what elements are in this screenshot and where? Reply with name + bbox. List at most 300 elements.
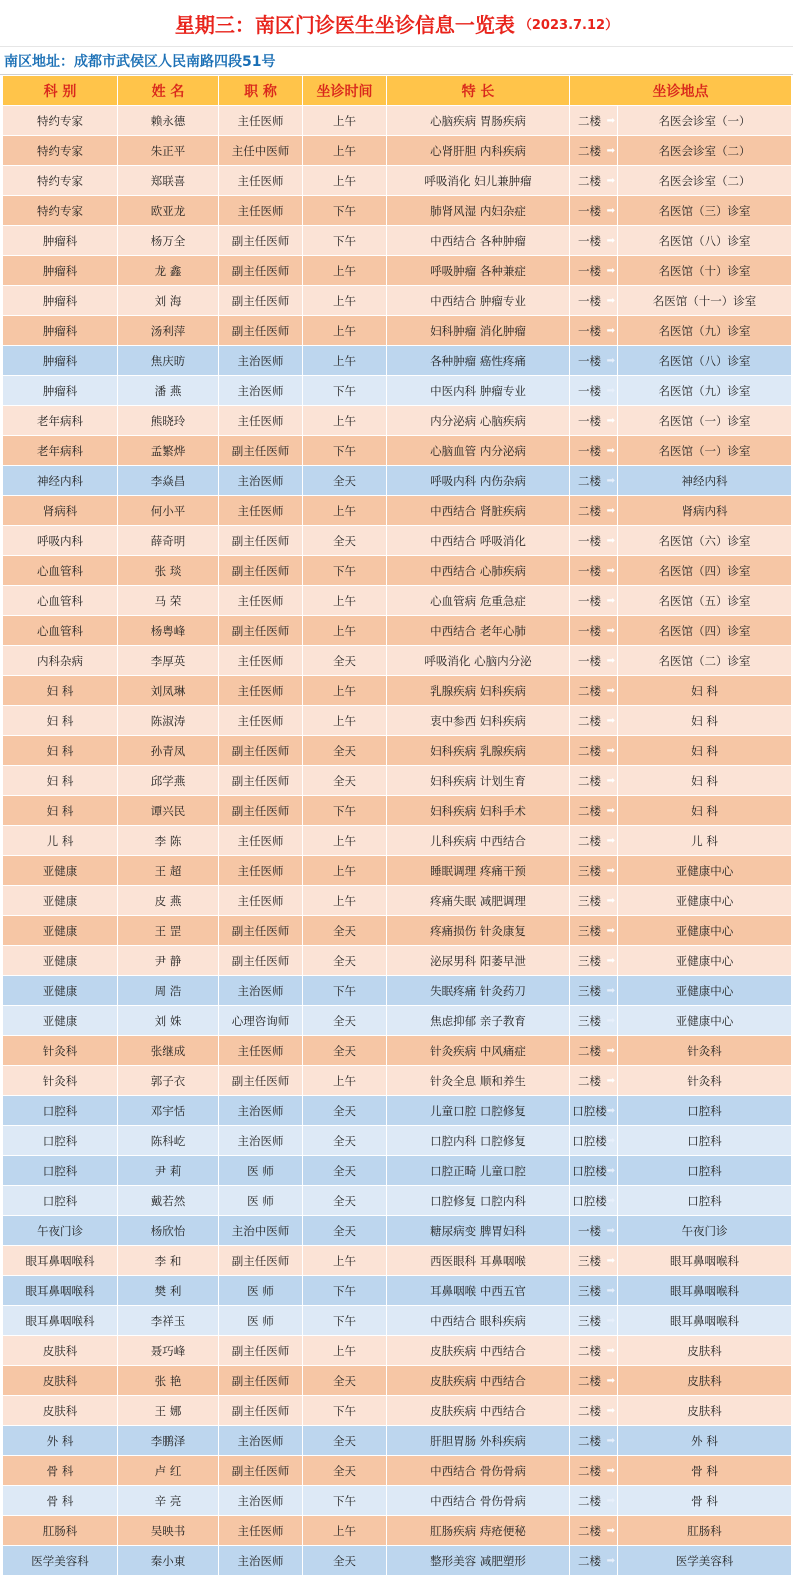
floor-label: 二楼 bbox=[578, 713, 601, 728]
floor-cell bbox=[570, 1066, 618, 1096]
clinic-time-cell: 全天 bbox=[303, 1216, 387, 1246]
doctor-name-cell: 朱正平 bbox=[118, 136, 219, 166]
specialty-cell: 心脑疾病 胃肠疾病 bbox=[387, 106, 570, 136]
department-cell: 皮肤科 bbox=[3, 1366, 118, 1396]
floor-cell bbox=[570, 1486, 618, 1516]
specialty-cell: 心脑血管 内分泌病 bbox=[387, 436, 570, 466]
department-cell: 亚健康 bbox=[3, 946, 118, 976]
arrow-right-icon: ➡ bbox=[606, 565, 615, 576]
doctor-name-cell: 李厚英 bbox=[118, 646, 219, 676]
specialty-cell: 儿童口腔 口腔修复 bbox=[387, 1096, 570, 1126]
arrow-right-icon: ➡ bbox=[606, 1075, 615, 1086]
clinic-time-cell: 上午 bbox=[303, 856, 387, 886]
clinic-time-cell: 上午 bbox=[303, 406, 387, 436]
doctor-name-cell: 李 陈 bbox=[118, 826, 219, 856]
arrow-right-icon: ➡ bbox=[606, 385, 615, 396]
job-title-cell: 主治医师 bbox=[219, 1486, 303, 1516]
floor-label: 二楼 bbox=[578, 1043, 601, 1058]
floor-cell bbox=[570, 676, 618, 706]
arrow-right-icon: ➡ bbox=[606, 1135, 615, 1146]
room-cell: 名医馆（八）诊室 bbox=[618, 226, 792, 256]
floor-cell bbox=[570, 826, 618, 856]
room-cell: 亚健康中心 bbox=[618, 946, 792, 976]
job-title-cell: 副主任医师 bbox=[219, 766, 303, 796]
specialty-cell: 呼吸消化 妇儿兼肿瘤 bbox=[387, 166, 570, 196]
doctor-name-cell: 周 浩 bbox=[118, 976, 219, 1006]
room-cell: 外 科 bbox=[618, 1426, 792, 1456]
department-cell: 骨 科 bbox=[3, 1456, 118, 1486]
job-title-cell: 主任医师 bbox=[219, 826, 303, 856]
table-row bbox=[3, 796, 792, 826]
room-cell: 口腔科 bbox=[618, 1186, 792, 1216]
header-time: 坐诊时间 bbox=[303, 76, 387, 106]
floor-cell bbox=[570, 1156, 618, 1186]
header-specialty: 特 长 bbox=[387, 76, 570, 106]
floor-label: 三楼 bbox=[578, 1013, 601, 1028]
header-department: 科 别 bbox=[3, 76, 118, 106]
job-title-cell: 主治医师 bbox=[219, 1096, 303, 1126]
arrow-right-icon: ➡ bbox=[606, 865, 615, 876]
specialty-cell: 儿科疾病 中西结合 bbox=[387, 826, 570, 856]
specialty-cell: 妇科疾病 妇科手术 bbox=[387, 796, 570, 826]
doctor-name-cell: 李焱昌 bbox=[118, 466, 219, 496]
specialty-cell: 疼痛失眠 减肥调理 bbox=[387, 886, 570, 916]
room-cell: 亚健康中心 bbox=[618, 886, 792, 916]
arrow-right-icon: ➡ bbox=[606, 115, 615, 126]
doctor-name-cell: 孟繁烨 bbox=[118, 436, 219, 466]
doctor-name-cell: 尹 静 bbox=[118, 946, 219, 976]
floor-label: 二楼 bbox=[578, 1553, 601, 1568]
table-row bbox=[3, 316, 792, 346]
clinic-time-cell: 上午 bbox=[303, 286, 387, 316]
arrow-right-icon: ➡ bbox=[606, 1435, 615, 1446]
clinic-time-cell: 上午 bbox=[303, 586, 387, 616]
floor-cell bbox=[570, 1006, 618, 1036]
floor-cell bbox=[570, 1456, 618, 1486]
doctor-name-cell: 聂巧峰 bbox=[118, 1336, 219, 1366]
arrow-right-icon: ➡ bbox=[606, 475, 615, 486]
job-title-cell: 主任中医师 bbox=[219, 136, 303, 166]
doctor-name-cell: 陈淑涛 bbox=[118, 706, 219, 736]
floor-cell bbox=[570, 646, 618, 676]
department-cell: 亚健康 bbox=[3, 916, 118, 946]
specialty-cell: 妇科肿瘤 消化肿瘤 bbox=[387, 316, 570, 346]
floor-cell bbox=[570, 1216, 618, 1246]
specialty-cell: 焦虑抑郁 亲子教育 bbox=[387, 1006, 570, 1036]
arrow-right-icon: ➡ bbox=[606, 835, 615, 846]
arrow-right-icon: ➡ bbox=[606, 985, 615, 996]
table-row bbox=[3, 586, 792, 616]
job-title-cell: 主治医师 bbox=[219, 1126, 303, 1156]
room-cell: 口腔科 bbox=[618, 1156, 792, 1186]
job-title-cell: 主任医师 bbox=[219, 496, 303, 526]
room-cell: 针灸科 bbox=[618, 1036, 792, 1066]
room-cell: 名医馆（十一）诊室 bbox=[618, 286, 792, 316]
doctor-name-cell: 李祥玉 bbox=[118, 1306, 219, 1336]
doctor-name-cell: 杨欣怡 bbox=[118, 1216, 219, 1246]
floor-cell bbox=[570, 1276, 618, 1306]
floor-cell bbox=[570, 1336, 618, 1366]
clinic-time-cell: 上午 bbox=[303, 496, 387, 526]
clinic-time-cell: 上午 bbox=[303, 886, 387, 916]
arrow-right-icon: ➡ bbox=[606, 715, 615, 726]
room-cell: 肾病内科 bbox=[618, 496, 792, 526]
doctor-name-cell: 郭子衣 bbox=[118, 1066, 219, 1096]
table-row bbox=[3, 256, 792, 286]
job-title-cell: 医 师 bbox=[219, 1156, 303, 1186]
address-text: 南区地址：成都市武侯区人民南路四段51号 bbox=[4, 54, 276, 70]
room-cell: 名医馆（九）诊室 bbox=[618, 376, 792, 406]
job-title-cell: 医 师 bbox=[219, 1276, 303, 1306]
floor-label: 二楼 bbox=[578, 1073, 601, 1088]
department-cell: 亚健康 bbox=[3, 976, 118, 1006]
room-cell: 名医馆（一）诊室 bbox=[618, 436, 792, 466]
specialty-cell: 中西结合 心肺疾病 bbox=[387, 556, 570, 586]
clinic-time-cell: 全天 bbox=[303, 1186, 387, 1216]
clinic-time-cell: 全天 bbox=[303, 526, 387, 556]
floor-label: 二楼 bbox=[578, 1433, 601, 1448]
arrow-right-icon: ➡ bbox=[606, 355, 615, 366]
room-cell: 口腔科 bbox=[618, 1126, 792, 1156]
floor-cell bbox=[570, 436, 618, 466]
doctor-name-cell: 李 和 bbox=[118, 1246, 219, 1276]
clinic-time-cell: 全天 bbox=[303, 1006, 387, 1036]
arrow-right-icon: ➡ bbox=[606, 1285, 615, 1296]
department-cell: 心血管科 bbox=[3, 586, 118, 616]
clinic-time-cell: 全天 bbox=[303, 1156, 387, 1186]
floor-cell bbox=[570, 886, 618, 916]
department-cell: 肿瘤科 bbox=[3, 316, 118, 346]
floor-label: 口腔楼 bbox=[572, 1133, 607, 1148]
department-cell: 内科杂病 bbox=[3, 646, 118, 676]
floor-label: 一楼 bbox=[578, 1223, 601, 1238]
table-row bbox=[3, 1006, 792, 1036]
floor-cell bbox=[570, 1126, 618, 1156]
department-cell: 妇 科 bbox=[3, 706, 118, 736]
job-title-cell: 副主任医师 bbox=[219, 286, 303, 316]
department-cell: 特约专家 bbox=[3, 166, 118, 196]
table-row bbox=[3, 826, 792, 856]
clinic-time-cell: 下午 bbox=[303, 226, 387, 256]
table-row bbox=[3, 406, 792, 436]
table-row bbox=[3, 466, 792, 496]
floor-cell bbox=[570, 1186, 618, 1216]
clinic-time-cell: 上午 bbox=[303, 676, 387, 706]
floor-label: 一楼 bbox=[578, 413, 601, 428]
table-row bbox=[3, 1336, 792, 1366]
clinic-time-cell: 下午 bbox=[303, 796, 387, 826]
job-title-cell: 副主任医师 bbox=[219, 736, 303, 766]
job-title-cell: 副主任医师 bbox=[219, 1336, 303, 1366]
clinic-time-cell: 全天 bbox=[303, 646, 387, 676]
floor-cell bbox=[570, 106, 618, 136]
doctor-name-cell: 王 娜 bbox=[118, 1396, 219, 1426]
floor-cell bbox=[570, 166, 618, 196]
specialty-cell: 整形美容 减肥塑形 bbox=[387, 1546, 570, 1576]
table-row bbox=[3, 436, 792, 466]
doctor-name-cell: 王 罡 bbox=[118, 916, 219, 946]
table-row bbox=[3, 706, 792, 736]
room-cell: 亚健康中心 bbox=[618, 1006, 792, 1036]
job-title-cell: 主任医师 bbox=[219, 406, 303, 436]
arrow-right-icon: ➡ bbox=[606, 445, 615, 456]
clinic-time-cell: 全天 bbox=[303, 1426, 387, 1456]
room-cell: 妇 科 bbox=[618, 676, 792, 706]
room-cell: 骨 科 bbox=[618, 1456, 792, 1486]
header-name: 姓 名 bbox=[118, 76, 219, 106]
table-row bbox=[3, 166, 792, 196]
arrow-right-icon: ➡ bbox=[606, 1345, 615, 1356]
table-row bbox=[3, 526, 792, 556]
department-cell: 神经内科 bbox=[3, 466, 118, 496]
table-row bbox=[3, 766, 792, 796]
floor-cell bbox=[570, 526, 618, 556]
specialty-cell: 中西结合 肿瘤专业 bbox=[387, 286, 570, 316]
table-row bbox=[3, 376, 792, 406]
specialty-cell: 呼吸肿瘤 各种兼症 bbox=[387, 256, 570, 286]
clinic-time-cell: 下午 bbox=[303, 436, 387, 466]
floor-label: 口腔楼 bbox=[572, 1103, 607, 1118]
specialty-cell: 皮肤疾病 中西结合 bbox=[387, 1366, 570, 1396]
department-cell: 口腔科 bbox=[3, 1096, 118, 1126]
specialty-cell: 呼吸内科 内伤杂病 bbox=[387, 466, 570, 496]
arrow-right-icon: ➡ bbox=[606, 325, 615, 336]
floor-cell bbox=[570, 1516, 618, 1546]
job-title-cell: 副主任医师 bbox=[219, 1366, 303, 1396]
doctor-name-cell: 赖永德 bbox=[118, 106, 219, 136]
floor-cell bbox=[570, 376, 618, 406]
floor-cell bbox=[570, 196, 618, 226]
clinic-time-cell: 下午 bbox=[303, 1486, 387, 1516]
header-row bbox=[3, 76, 792, 106]
arrow-right-icon: ➡ bbox=[606, 235, 615, 246]
floor-label: 一楼 bbox=[578, 383, 601, 398]
department-cell: 心血管科 bbox=[3, 616, 118, 646]
table-row bbox=[3, 1216, 792, 1246]
department-cell: 口腔科 bbox=[3, 1126, 118, 1156]
floor-cell bbox=[570, 226, 618, 256]
job-title-cell: 主任医师 bbox=[219, 886, 303, 916]
clinic-time-cell: 上午 bbox=[303, 616, 387, 646]
floor-label: 一楼 bbox=[578, 623, 601, 638]
room-cell: 名医馆（二）诊室 bbox=[618, 646, 792, 676]
table-row bbox=[3, 226, 792, 256]
specialty-cell: 睡眠调理 疼痛干预 bbox=[387, 856, 570, 886]
table-row bbox=[3, 736, 792, 766]
header-title: 职 称 bbox=[219, 76, 303, 106]
room-cell: 妇 科 bbox=[618, 706, 792, 736]
department-cell: 妇 科 bbox=[3, 736, 118, 766]
arrow-right-icon: ➡ bbox=[606, 1465, 615, 1476]
department-cell: 骨 科 bbox=[3, 1486, 118, 1516]
specialty-cell: 妇科疾病 乳腺疾病 bbox=[387, 736, 570, 766]
clinic-time-cell: 全天 bbox=[303, 1456, 387, 1486]
table-row bbox=[3, 1246, 792, 1276]
table-row bbox=[3, 676, 792, 706]
floor-cell bbox=[570, 946, 618, 976]
floor-cell bbox=[570, 466, 618, 496]
clinic-time-cell: 下午 bbox=[303, 1306, 387, 1336]
specialty-cell: 针灸疾病 中风痛症 bbox=[387, 1036, 570, 1066]
clinic-time-cell: 上午 bbox=[303, 106, 387, 136]
department-cell: 口腔科 bbox=[3, 1186, 118, 1216]
department-cell: 心血管科 bbox=[3, 556, 118, 586]
clinic-time-cell: 下午 bbox=[303, 1396, 387, 1426]
department-cell: 肿瘤科 bbox=[3, 226, 118, 256]
department-cell: 肿瘤科 bbox=[3, 346, 118, 376]
doctor-schedule-table bbox=[2, 75, 792, 1576]
room-cell: 名医馆（三）诊室 bbox=[618, 196, 792, 226]
job-title-cell: 副主任医师 bbox=[219, 946, 303, 976]
job-title-cell: 主治医师 bbox=[219, 466, 303, 496]
doctor-name-cell: 李鹏泽 bbox=[118, 1426, 219, 1456]
clinic-time-cell: 下午 bbox=[303, 1276, 387, 1306]
room-cell: 名医馆（十）诊室 bbox=[618, 256, 792, 286]
specialty-cell: 肝胆胃肠 外科疾病 bbox=[387, 1426, 570, 1456]
table-row bbox=[3, 1036, 792, 1066]
floor-cell bbox=[570, 1036, 618, 1066]
floor-label: 二楼 bbox=[578, 473, 601, 488]
arrow-right-icon: ➡ bbox=[606, 145, 615, 156]
floor-label: 口腔楼 bbox=[572, 1193, 607, 1208]
table-row bbox=[3, 556, 792, 586]
room-cell: 妇 科 bbox=[618, 736, 792, 766]
specialty-cell: 疼痛损伤 针灸康复 bbox=[387, 916, 570, 946]
floor-cell bbox=[570, 1546, 618, 1576]
department-cell: 老年病科 bbox=[3, 436, 118, 466]
table-row bbox=[3, 106, 792, 136]
specialty-cell: 中西结合 眼科疾病 bbox=[387, 1306, 570, 1336]
job-title-cell: 副主任医师 bbox=[219, 916, 303, 946]
room-cell: 妇 科 bbox=[618, 766, 792, 796]
floor-label: 二楼 bbox=[578, 113, 601, 128]
table-row bbox=[3, 1546, 792, 1576]
arrow-right-icon: ➡ bbox=[606, 535, 615, 546]
floor-label: 二楼 bbox=[578, 1523, 601, 1538]
specialty-cell: 各种肿瘤 癌性疼痛 bbox=[387, 346, 570, 376]
department-cell: 肾病科 bbox=[3, 496, 118, 526]
job-title-cell: 副主任医师 bbox=[219, 1066, 303, 1096]
specialty-cell: 口腔内科 口腔修复 bbox=[387, 1126, 570, 1156]
clinic-time-cell: 全天 bbox=[303, 1096, 387, 1126]
floor-cell bbox=[570, 976, 618, 1006]
job-title-cell: 主任医师 bbox=[219, 196, 303, 226]
specialty-cell: 中医内科 肿瘤专业 bbox=[387, 376, 570, 406]
floor-cell bbox=[570, 796, 618, 826]
room-cell: 名医会诊室（一） bbox=[618, 106, 792, 136]
table-row bbox=[3, 286, 792, 316]
clinic-time-cell: 全天 bbox=[303, 946, 387, 976]
specialty-cell: 心血管病 危重急症 bbox=[387, 586, 570, 616]
department-cell: 呼吸内科 bbox=[3, 526, 118, 556]
clinic-time-cell: 上午 bbox=[303, 136, 387, 166]
department-cell: 肿瘤科 bbox=[3, 256, 118, 286]
department-cell: 医学美容科 bbox=[3, 1546, 118, 1576]
doctor-name-cell: 何小平 bbox=[118, 496, 219, 526]
arrow-right-icon: ➡ bbox=[606, 295, 615, 306]
specialty-cell: 衷中参西 妇科疾病 bbox=[387, 706, 570, 736]
table-row bbox=[3, 346, 792, 376]
doctor-name-cell: 戴若然 bbox=[118, 1186, 219, 1216]
doctor-name-cell: 刘 姝 bbox=[118, 1006, 219, 1036]
arrow-right-icon: ➡ bbox=[606, 925, 615, 936]
table-row bbox=[3, 1186, 792, 1216]
floor-cell bbox=[570, 1246, 618, 1276]
schedule-body bbox=[3, 106, 792, 1576]
arrow-right-icon: ➡ bbox=[606, 1405, 615, 1416]
job-title-cell: 副主任医师 bbox=[219, 1246, 303, 1276]
floor-cell bbox=[570, 346, 618, 376]
table-row bbox=[3, 976, 792, 1006]
clinic-time-cell: 全天 bbox=[303, 466, 387, 496]
room-cell: 名医馆（九）诊室 bbox=[618, 316, 792, 346]
doctor-name-cell: 孙青凤 bbox=[118, 736, 219, 766]
doctor-name-cell: 张 琰 bbox=[118, 556, 219, 586]
job-title-cell: 主任医师 bbox=[219, 706, 303, 736]
arrow-right-icon: ➡ bbox=[606, 655, 615, 666]
specialty-cell: 中西结合 各种肿瘤 bbox=[387, 226, 570, 256]
doctor-name-cell: 薛奇明 bbox=[118, 526, 219, 556]
department-cell: 肿瘤科 bbox=[3, 376, 118, 406]
table-row bbox=[3, 1426, 792, 1456]
table-row bbox=[3, 1396, 792, 1426]
doctor-name-cell: 尹 莉 bbox=[118, 1156, 219, 1186]
room-cell: 名医馆（四）诊室 bbox=[618, 616, 792, 646]
floor-label: 一楼 bbox=[578, 593, 601, 608]
clinic-time-cell: 全天 bbox=[303, 916, 387, 946]
title-date: （2023.7.12） bbox=[518, 17, 619, 33]
job-title-cell: 主任医师 bbox=[219, 676, 303, 706]
department-cell: 肛肠科 bbox=[3, 1516, 118, 1546]
floor-cell bbox=[570, 556, 618, 586]
specialty-cell: 呼吸消化 心脑内分泌 bbox=[387, 646, 570, 676]
floor-cell bbox=[570, 256, 618, 286]
floor-cell bbox=[570, 616, 618, 646]
floor-cell bbox=[570, 496, 618, 526]
doctor-name-cell: 潘 燕 bbox=[118, 376, 219, 406]
clinic-time-cell: 全天 bbox=[303, 1546, 387, 1576]
specialty-cell: 肺肾风湿 内妇杂症 bbox=[387, 196, 570, 226]
job-title-cell: 主任医师 bbox=[219, 1036, 303, 1066]
specialty-cell: 西医眼科 耳鼻咽喉 bbox=[387, 1246, 570, 1276]
room-cell: 妇 科 bbox=[618, 796, 792, 826]
arrow-right-icon: ➡ bbox=[606, 1015, 615, 1026]
department-cell: 亚健康 bbox=[3, 856, 118, 886]
specialty-cell: 口腔正畸 儿童口腔 bbox=[387, 1156, 570, 1186]
arrow-right-icon: ➡ bbox=[606, 505, 615, 516]
floor-cell bbox=[570, 1396, 618, 1426]
arrow-right-icon: ➡ bbox=[606, 415, 615, 426]
table-row bbox=[3, 1126, 792, 1156]
room-cell: 名医馆（一）诊室 bbox=[618, 406, 792, 436]
floor-label: 口腔楼 bbox=[572, 1163, 607, 1178]
arrow-right-icon: ➡ bbox=[606, 955, 615, 966]
arrow-right-icon: ➡ bbox=[606, 1165, 615, 1176]
clinic-time-cell: 下午 bbox=[303, 556, 387, 586]
job-title-cell: 主治医师 bbox=[219, 376, 303, 406]
floor-label: 一楼 bbox=[578, 533, 601, 548]
doctor-name-cell: 郑联喜 bbox=[118, 166, 219, 196]
room-cell: 口腔科 bbox=[618, 1096, 792, 1126]
arrow-right-icon: ➡ bbox=[606, 1315, 615, 1326]
room-cell: 名医馆（八）诊室 bbox=[618, 346, 792, 376]
arrow-right-icon: ➡ bbox=[606, 1225, 615, 1236]
doctor-name-cell: 汤利萍 bbox=[118, 316, 219, 346]
specialty-cell: 糖尿病变 脾胃妇科 bbox=[387, 1216, 570, 1246]
floor-cell bbox=[570, 316, 618, 346]
floor-cell bbox=[570, 916, 618, 946]
room-cell: 儿 科 bbox=[618, 826, 792, 856]
